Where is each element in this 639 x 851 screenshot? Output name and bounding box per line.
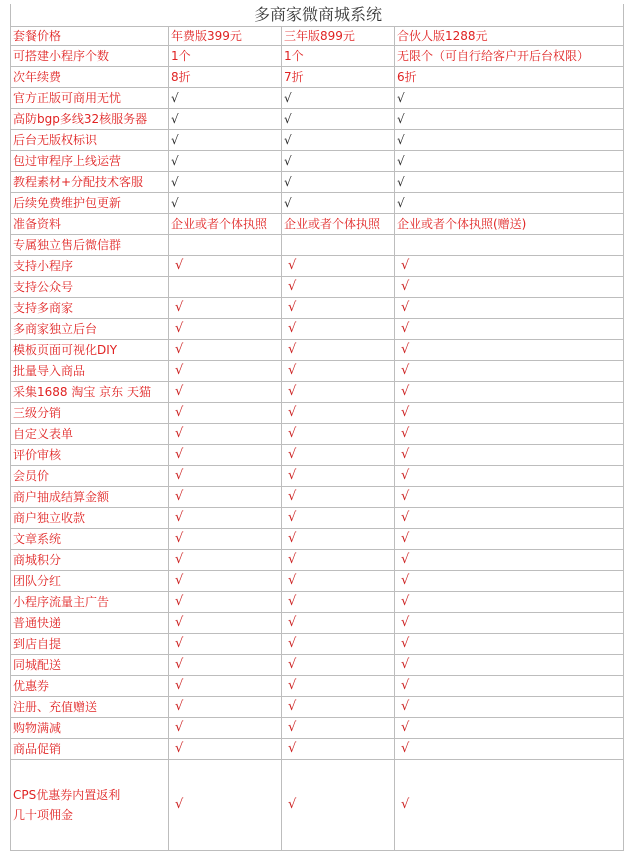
- feature-check: √: [395, 592, 624, 613]
- row-label: 教程素材+分配技术客服: [11, 172, 169, 193]
- row-label: 官方正版可商用无忧: [11, 88, 169, 109]
- feature-check: √: [169, 445, 282, 466]
- table-row: [11, 46, 624, 67]
- feature-label: 专属独立售后微信群: [11, 235, 169, 256]
- table-row: [11, 508, 624, 529]
- table-row: [11, 130, 624, 151]
- feature-check: √: [169, 382, 282, 403]
- table-row: [11, 529, 624, 550]
- table-row: [11, 277, 624, 298]
- feature-check: √: [395, 571, 624, 592]
- feature-check: √: [395, 340, 624, 361]
- feature-check: √: [169, 571, 282, 592]
- row-label: 准备资料: [11, 214, 169, 235]
- feature-label: 评价审核: [11, 445, 169, 466]
- feature-check: √: [282, 403, 395, 424]
- row-value: √: [395, 88, 624, 109]
- feature-check: √: [395, 424, 624, 445]
- plan-name: 合伙人版1288元: [395, 27, 624, 46]
- table-row: [11, 634, 624, 655]
- table-row: [11, 214, 624, 235]
- feature-check: √: [395, 655, 624, 676]
- feature-check: √: [282, 340, 395, 361]
- feature-label: 支持多商家: [11, 298, 169, 319]
- table-title: 多商家微商城系统: [11, 4, 624, 27]
- row-value: 6折: [395, 67, 624, 88]
- row-value: √: [169, 151, 282, 172]
- table-row: [11, 67, 624, 88]
- feature-check: √: [282, 487, 395, 508]
- feature-check: √: [282, 529, 395, 550]
- feature-check: √: [169, 403, 282, 424]
- table-row: [11, 718, 624, 739]
- feature-check: √: [282, 550, 395, 571]
- row-value: √: [169, 109, 282, 130]
- table-row: [11, 655, 624, 676]
- row-label: 后台无版权标识: [11, 130, 169, 151]
- feature-label: 商户独立收款: [11, 508, 169, 529]
- header-row: [11, 27, 624, 46]
- feature-check: √: [282, 508, 395, 529]
- row-value: √: [395, 130, 624, 151]
- row-value: √: [169, 130, 282, 151]
- feature-check: √: [282, 697, 395, 718]
- feature-label-line: 几十项佣金: [13, 808, 74, 822]
- feature-check: √: [395, 466, 624, 487]
- table-row: [11, 697, 624, 718]
- table-row: [11, 445, 624, 466]
- table-row: [11, 88, 624, 109]
- feature-label-line: CPS优惠券内置返利: [13, 788, 121, 802]
- row-value: √: [395, 172, 624, 193]
- row-value: 1个: [282, 46, 395, 67]
- feature-label: [11, 760, 169, 851]
- row-value: 企业或者个体执照: [169, 214, 282, 235]
- pricing-table-container: [10, 4, 623, 851]
- row-label: 可搭建小程序个数: [11, 46, 169, 67]
- feature-label: 普通快递: [11, 613, 169, 634]
- feature-check: √: [282, 424, 395, 445]
- row-value: √: [282, 172, 395, 193]
- feature-check: √: [169, 550, 282, 571]
- feature-check: √: [282, 760, 395, 851]
- feature-check: √: [282, 445, 395, 466]
- row-value: √: [169, 193, 282, 214]
- feature-label: 会员价: [11, 466, 169, 487]
- feature-label: 同城配送: [11, 655, 169, 676]
- feature-check: √: [169, 319, 282, 340]
- feature-check: √: [395, 508, 624, 529]
- feature-check: √: [169, 739, 282, 760]
- feature-check: √: [169, 676, 282, 697]
- feature-check: [282, 235, 395, 256]
- feature-check: √: [169, 655, 282, 676]
- plan-name: 年费版399元: [169, 27, 282, 46]
- feature-check: √: [395, 697, 624, 718]
- row-label: 后续免费维护包更新: [11, 193, 169, 214]
- title-row: [11, 4, 624, 27]
- row-label: 包过审程序上线运营: [11, 151, 169, 172]
- table-row: [11, 172, 624, 193]
- feature-label: 注册、充值赠送: [11, 697, 169, 718]
- feature-check: √: [169, 361, 282, 382]
- feature-label: 支持公众号: [11, 277, 169, 298]
- table-row: [11, 340, 624, 361]
- table-row: [11, 613, 624, 634]
- feature-label: 多商家独立后台: [11, 319, 169, 340]
- feature-check: √: [169, 424, 282, 445]
- table-row: [11, 487, 624, 508]
- feature-check: [169, 277, 282, 298]
- table-row: [11, 739, 624, 760]
- feature-check: √: [395, 718, 624, 739]
- row-value: √: [282, 130, 395, 151]
- feature-label: 三级分销: [11, 403, 169, 424]
- table-row: [11, 361, 624, 382]
- feature-check: √: [395, 550, 624, 571]
- row-value: √: [282, 193, 395, 214]
- feature-check: √: [282, 571, 395, 592]
- feature-check: √: [395, 445, 624, 466]
- feature-check: √: [282, 634, 395, 655]
- row-value: √: [282, 88, 395, 109]
- feature-check: √: [282, 592, 395, 613]
- feature-check: √: [282, 361, 395, 382]
- feature-check: √: [395, 382, 624, 403]
- feature-check: √: [282, 319, 395, 340]
- table-row: [11, 424, 624, 445]
- feature-check: √: [282, 739, 395, 760]
- feature-check: √: [395, 256, 624, 277]
- table-row: [11, 760, 624, 851]
- table-row: [11, 571, 624, 592]
- feature-check: √: [169, 466, 282, 487]
- feature-check: √: [395, 760, 624, 851]
- feature-check: √: [282, 277, 395, 298]
- row-value: 企业或者个体执照: [282, 214, 395, 235]
- row-value: √: [282, 151, 395, 172]
- row-value: √: [169, 88, 282, 109]
- feature-check: √: [169, 634, 282, 655]
- feature-check: √: [169, 529, 282, 550]
- table-row: [11, 676, 624, 697]
- feature-label: 批量导入商品: [11, 361, 169, 382]
- feature-check: √: [395, 739, 624, 760]
- feature-check: √: [395, 613, 624, 634]
- row-value: 7折: [282, 67, 395, 88]
- feature-check: √: [169, 697, 282, 718]
- feature-check: √: [169, 613, 282, 634]
- feature-label: 支持小程序: [11, 256, 169, 277]
- plan-name: 三年版899元: [282, 27, 395, 46]
- feature-check: √: [169, 256, 282, 277]
- feature-check: √: [395, 319, 624, 340]
- feature-label: 购物满减: [11, 718, 169, 739]
- feature-label: 文章系统: [11, 529, 169, 550]
- feature-label: 优惠券: [11, 676, 169, 697]
- pricing-table: [10, 4, 624, 851]
- row-value: 1个: [169, 46, 282, 67]
- feature-check: √: [395, 529, 624, 550]
- table-row: [11, 235, 624, 256]
- feature-check: [395, 235, 624, 256]
- header-label: 套餐价格: [11, 27, 169, 46]
- feature-check: √: [169, 592, 282, 613]
- table-row: [11, 592, 624, 613]
- feature-label: 商城积分: [11, 550, 169, 571]
- feature-check: [169, 235, 282, 256]
- table-row: [11, 256, 624, 277]
- row-value: 企业或者个体执照(赠送): [395, 214, 624, 235]
- feature-label: 到店自提: [11, 634, 169, 655]
- row-value: √: [395, 151, 624, 172]
- feature-check: √: [282, 298, 395, 319]
- table-row: [11, 550, 624, 571]
- feature-label: 自定义表单: [11, 424, 169, 445]
- feature-check: √: [395, 277, 624, 298]
- feature-check: √: [282, 256, 395, 277]
- row-label: 次年续费: [11, 67, 169, 88]
- table-row: [11, 109, 624, 130]
- row-value: √: [395, 193, 624, 214]
- table-row: [11, 193, 624, 214]
- feature-check: √: [282, 382, 395, 403]
- table-row: [11, 466, 624, 487]
- feature-check: √: [282, 466, 395, 487]
- feature-check: √: [395, 634, 624, 655]
- feature-check: √: [395, 361, 624, 382]
- table-row: [11, 403, 624, 424]
- feature-label: 商户抽成结算金额: [11, 487, 169, 508]
- table-row: [11, 298, 624, 319]
- table-row: [11, 319, 624, 340]
- feature-check: √: [169, 487, 282, 508]
- feature-check: √: [169, 718, 282, 739]
- table-row: [11, 151, 624, 172]
- row-value: √: [282, 109, 395, 130]
- feature-label: 商品促销: [11, 739, 169, 760]
- table-row: [11, 382, 624, 403]
- row-value: √: [169, 172, 282, 193]
- feature-check: √: [395, 403, 624, 424]
- row-value: 无限个（可自行给客户开后台权限）: [395, 46, 624, 67]
- feature-check: √: [169, 298, 282, 319]
- feature-check: √: [169, 508, 282, 529]
- feature-check: √: [395, 487, 624, 508]
- feature-label: 模板页面可视化DIY: [11, 340, 169, 361]
- row-value: 8折: [169, 67, 282, 88]
- feature-check: √: [169, 340, 282, 361]
- feature-check: √: [282, 718, 395, 739]
- row-label: 高防bgp多线32核服务器: [11, 109, 169, 130]
- feature-label: 采集1688 淘宝 京东 天猫: [11, 382, 169, 403]
- feature-check: √: [282, 676, 395, 697]
- feature-check: √: [395, 298, 624, 319]
- feature-check: √: [169, 760, 282, 851]
- row-value: √: [395, 109, 624, 130]
- feature-label: 团队分红: [11, 571, 169, 592]
- feature-check: √: [282, 613, 395, 634]
- feature-check: √: [395, 676, 624, 697]
- feature-check: √: [282, 655, 395, 676]
- feature-label: 小程序流量主广告: [11, 592, 169, 613]
